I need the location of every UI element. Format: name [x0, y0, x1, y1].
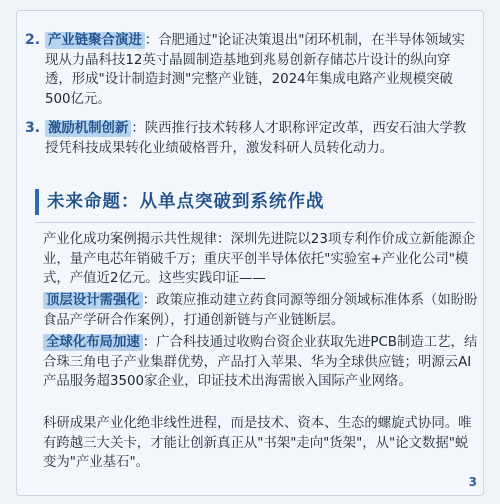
point-tag: 顶层设计需强化	[43, 292, 143, 309]
list-item-2	[25, 31, 475, 109]
list-item-3	[25, 119, 475, 158]
item-text: ：合肥通过"论证决策退出"闭环机制，在半导体领域实现从力晶科技12英寸晶圆制造基地到兆易创新存储芯片设计的纵向穿透，形成"设计制造封测"完整产业链，2024年集成电路产业规模突破500亿元。	[45, 33, 466, 107]
item-tag: 激励机制创新	[45, 120, 131, 137]
document-page	[16, 10, 484, 496]
divider	[35, 222, 475, 223]
point-paragraph	[43, 291, 479, 330]
item-text: ：陕西推行技术转移人才职称评定改革，西安石油大学教授凭科技成果转化业绩破格晋升，激发科研人员转化动力。	[45, 121, 467, 156]
intro-paragraph: 产业化成功案例揭示共性规律：深圳先进院以23项专利作价成立新能源企业，量产电芯年销破千万；重庆平创半导体依托"实验室+产业化公司"模式，产值近2亿元。这些实践印证——	[43, 232, 476, 286]
item-number: 2.	[25, 32, 41, 48]
page-number: 3	[468, 475, 477, 489]
point-paragraph	[43, 333, 479, 392]
point-text: ：政策应推动建立药食同源等细分领域标准体系（如盼盼食品产学研合作案例），打通创新链与产业链断层。	[43, 293, 478, 328]
closing-paragraph: 科研成果产业化绝非线性进程，而是技术、资本、生态的螺旋式协同。唯有跨越三大关卡，才能让创新真正从"书架"走向"货架"，从"论文数据"蜕变为"产业基石"。	[43, 416, 472, 470]
item-tag: 产业链聚合演进	[45, 32, 145, 49]
item-number: 3.	[25, 120, 41, 136]
section-title: 未来命题：从单点突破到系统作战	[35, 189, 487, 215]
point-text: ：广合科技通过收购台资企业获取先进PCB制造工艺，结合珠三角电子产业集群优势，产品打入苹果、华为全球供应链；明源云AI产品服务超3500家企业，印证技术出海需嵌入国际产业网络。	[43, 335, 478, 389]
point-tag: 全球化布局加速	[43, 334, 143, 351]
